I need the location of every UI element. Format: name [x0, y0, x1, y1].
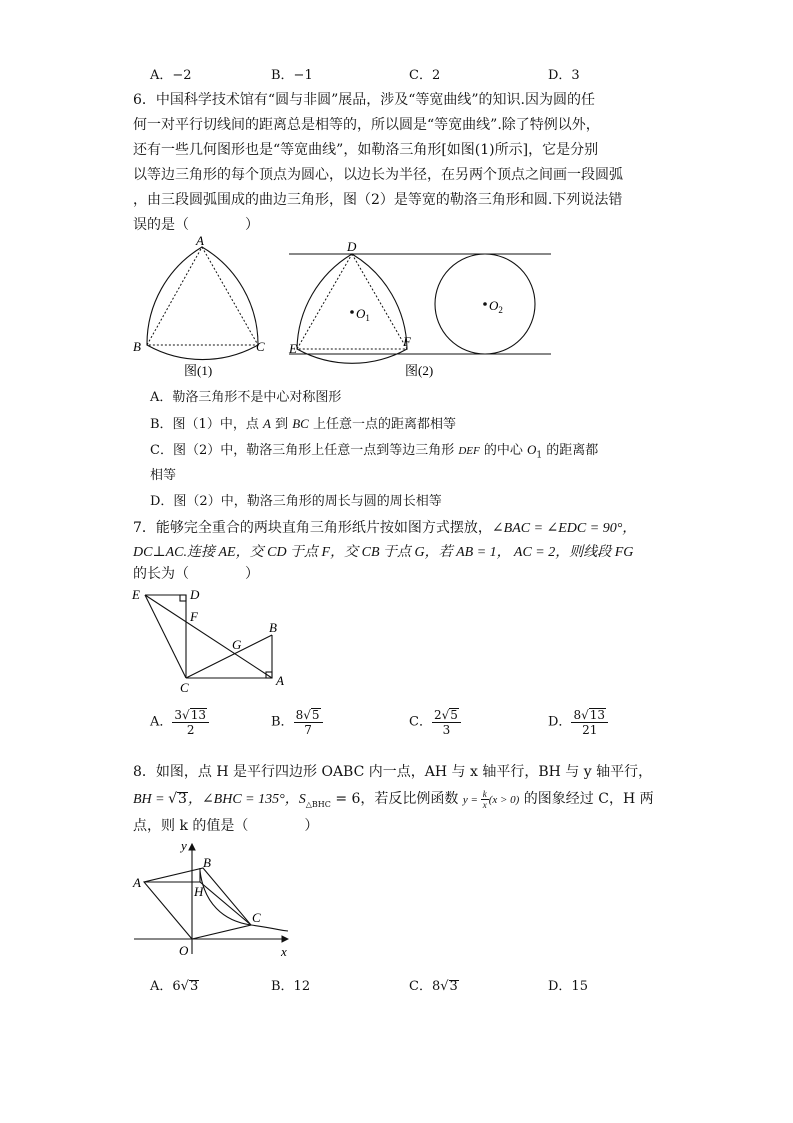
q6-figure-1	[130, 232, 280, 382]
q6-c-DEF: DEF	[458, 445, 480, 457]
q5-option-c: C．2	[409, 68, 441, 83]
segment-HC	[200, 882, 251, 925]
segment-CB	[186, 635, 272, 678]
q8-figure	[128, 838, 298, 960]
q6-b-A: A	[262, 416, 271, 431]
q6-c-mid: 的中心	[479, 443, 528, 458]
q7-c-label: C．	[409, 714, 432, 730]
q8-l2-post: 的图象经过 C，H 两	[519, 791, 654, 807]
q7-b-label: B．	[271, 714, 294, 730]
label-B: B	[203, 855, 211, 870]
q7-a-label: A．	[150, 714, 173, 730]
q8-l2-x: x	[482, 799, 487, 810]
label-D: D	[190, 587, 200, 602]
q8-l2-mid: ，∠BHC = 135°，	[187, 792, 299, 807]
q6-c-sub: 1	[536, 450, 543, 461]
q7-d-num: 8	[573, 708, 582, 722]
q8-option-d: D．15	[548, 979, 588, 994]
parallelogram-OABC	[144, 868, 251, 939]
q7-option-c: C． $\frac{2√5}{3}$	[409, 708, 461, 737]
q8-line-1: 8．如图，点 H 是平行四边形 OABC 内一点，AH 与 x 轴平行，BH 与 y 轴平行，	[133, 764, 653, 780]
equilateral-triangle-1	[147, 247, 258, 345]
label-E: E	[289, 341, 297, 356]
q7-a-num: 3	[174, 708, 183, 722]
q6-figure-2	[285, 232, 555, 382]
q6-line-4: 以等边三角形的每个顶点为圆心，以边长为半径，在另两个顶点之间画一段圆弧	[133, 167, 623, 183]
segment-EC	[145, 595, 186, 678]
q8-option-c: C．8√3	[409, 979, 458, 994]
label-A: A	[133, 875, 141, 890]
q5-option-d: D．3	[548, 68, 580, 83]
q8-option-a: A．6√3	[150, 979, 199, 994]
q8-l2-S: S	[298, 792, 306, 807]
q7-line-1-text: 7．能够完全重合的两块直角三角形纸片按如图方式摆放，	[133, 520, 492, 536]
q7-option-a: A． $\frac{3√13}{2}$	[150, 708, 209, 737]
q8-line-3: 点，则 k 的值是（ ）	[133, 818, 319, 834]
q6-c-pre: C．图（2）中，勒洛三角形上任意一点到等边三角形	[150, 443, 459, 458]
q8-a-coef: 6	[172, 979, 181, 994]
q7-c-num: 2	[433, 708, 442, 722]
q8-l2-rad: 3	[178, 791, 187, 807]
label-C: C	[256, 339, 265, 354]
q7-a-den: 2	[186, 723, 195, 737]
q8-c-rad: 3	[449, 979, 458, 994]
label-F: F	[190, 609, 198, 624]
label-C: C	[252, 910, 261, 925]
q7-b-num: 8	[295, 708, 304, 722]
q7-d-label: D．	[548, 714, 572, 730]
q8-option-b: B．12	[271, 979, 311, 994]
q8-l2-y: y =	[462, 794, 481, 806]
q7-b-den: 7	[304, 723, 312, 737]
q7-c-den: 3	[442, 723, 451, 737]
label-A: A	[196, 233, 204, 248]
q5-option-b: B．−1	[271, 68, 313, 83]
q8-a-rad: 3	[189, 979, 199, 994]
q6-option-c-line2: 相等	[150, 468, 177, 483]
q7-option-d: D． $\frac{8√13}{21}$	[548, 708, 608, 737]
reuleaux-triangle-1	[147, 247, 258, 360]
label-O2-letter: O	[489, 298, 499, 313]
q6-option-b	[150, 414, 456, 435]
q6-line-3: 还有一些几何图形也是“等宽曲线”，如勒洛三角形[如图(1)所示]，它是分别	[133, 142, 599, 158]
q6-option-a: A．勒洛三角形不是中心对称图形	[150, 390, 342, 405]
label-O2-sub: 2	[498, 305, 503, 315]
label-O: O	[179, 943, 189, 958]
q7-option-b: B． $\frac{8√5}{7}$	[271, 708, 323, 737]
label-F: F	[403, 334, 411, 349]
label-O2	[489, 298, 503, 315]
q5-option-a: A．−2	[150, 68, 192, 83]
center-dot-O2	[483, 302, 487, 306]
q6-c-post: 的距离都	[542, 443, 599, 458]
q6-c-O: O	[527, 442, 537, 457]
q8-c-label: C．	[409, 979, 432, 994]
q8-l2-k: k	[482, 788, 487, 799]
label-O1-sub: 1	[365, 313, 370, 323]
reuleaux-triangle-2	[297, 254, 407, 363]
q6-b-mid: 到	[270, 417, 293, 432]
q6-line-2: 何一对平行切线间的距离总是相等的，所以圆是“等宽曲线”.除了特例以外，	[133, 117, 600, 133]
label-B: B	[269, 620, 277, 635]
fig1-caption: 图(1)	[184, 363, 213, 378]
label-E: E	[132, 587, 140, 602]
label-C: C	[180, 680, 189, 695]
label-G: G	[232, 637, 242, 652]
fig2-caption: 图(2)	[405, 363, 434, 378]
label-H: H	[194, 884, 204, 899]
center-dot-O1	[350, 310, 354, 314]
q6-option-d: D．图（2）中，勒洛三角形的周长与圆的周长相等	[150, 494, 442, 509]
equilateral-triangle-DEF	[297, 254, 407, 349]
q7-a-rad: 13	[190, 708, 206, 722]
label-B: B	[133, 339, 141, 354]
q8-l2-cond: (x > 0)	[488, 794, 520, 806]
right-angle-D	[180, 595, 186, 601]
label-y: y	[181, 838, 187, 853]
q8-c-coef: 8	[431, 979, 441, 994]
q8-line-2: BH = √3，∠BHC = 135°，$S_{\triangle BHC} = 6$，若反比例函数 y = $\frac{k}{x}$ (x > 0) 的图象经过 C，H 两	[133, 788, 654, 810]
q7-d-rad: 13	[589, 708, 606, 722]
q6-line-1: 6．中国科学技术馆有“圆与非圆”展品，涉及“等宽曲线”的知识.因为圆的任	[133, 92, 595, 108]
label-O1-letter: O	[356, 306, 366, 321]
q8-a-label: A．	[150, 979, 173, 994]
q7-b-rad: 5	[311, 708, 320, 722]
q7-line-2: DC⊥AC.连接 AE，交 CD 于点 F，交 CB 于点 G，若 AB = 1， AC = 2，则线段 FG	[133, 545, 634, 560]
q7-line-3: 的长为（ ）	[133, 566, 259, 582]
q8-l2-Ssub: △BHC	[305, 799, 331, 809]
q7-c-rad: 5	[450, 708, 458, 722]
label-O1	[356, 306, 370, 323]
q8-l2-eq: = 6，若反比例函数	[330, 791, 463, 807]
q7-d-den: 21	[582, 723, 598, 737]
q6-option-c	[150, 440, 598, 466]
q8-l2-pre: BH =	[133, 792, 169, 807]
q7-line-1	[133, 516, 636, 541]
label-D: D	[347, 239, 357, 254]
q6-line-6: 误的是（ ）	[133, 217, 259, 233]
q7-figure	[128, 585, 298, 695]
q6-b-pre: B．图（1）中，点	[150, 417, 263, 432]
q7-line-1-math: ∠BAC = ∠EDC = 90°，	[491, 521, 637, 536]
q6-line-5: ，由三段圆弧围成的曲边三角形，图（2）是等宽的勒洛三角形和圆.下列说法错	[133, 192, 623, 208]
q6-b-post: 上任意一点的距离都相等	[308, 417, 456, 432]
label-A: A	[276, 673, 284, 688]
segment-EA	[145, 595, 272, 678]
label-x: x	[281, 944, 287, 959]
q6-b-BC: BC	[292, 416, 309, 431]
